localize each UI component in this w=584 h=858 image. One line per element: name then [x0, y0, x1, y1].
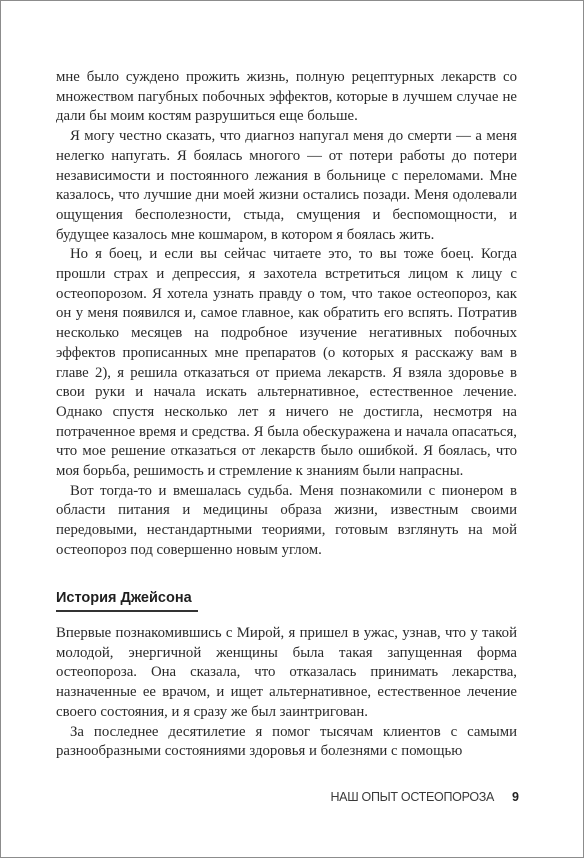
page-number: 9 — [512, 790, 519, 804]
text-block-before-heading — [56, 68, 517, 561]
paragraph: Впервые познакомившись с Мирой, я пришел в ужас, узнав, что у такой молодой, энергичной женщины была такая запущенная форма остеопороза. Она сказала, что отказалась принимать лекарства, назначенные ее врачом, и ищет альтернативное, естественное лечение своего состояния, и я сразу же был заинтригован. — [56, 625, 517, 720]
running-footer — [301, 789, 519, 805]
paragraph: мне было суждено прожить жизнь, полную рецептурных лекарств со множеством пагубных побочных эффектов, которые в лучшем случае не дали бы моим костям разрушиться еще больше. — [56, 69, 517, 125]
text-block-after-heading — [56, 624, 517, 762]
paragraph: За последнее десятилетие я помог тысячам клиентов с самыми разнообразными состояниями здоровья и болезнями с помощью — [56, 723, 517, 760]
paragraph: Вот тогда-то и вмешалась судьба. Меня познакомили с пионером в области питания и медицины образа жизни, известным своими передовыми, нестандартными теориями, готовым взглянуть на мой остеопороз под совершенно новым углом. — [56, 482, 517, 558]
paragraph: Но я боец, и если вы сейчас читаете это, то вы тоже боец. Когда прошли страх и депрессия, я захотела встретиться лицом к лицу с остеопорозом. Я хотела узнать правду о том, что такое остеопороз, как он у меня появился и, самое главное, как обратить его вспять. Потратив несколько месяцев на подробное изучение негативных побочных эффектов прописанных мне препаратов (о которых я расскажу вам в главе 2), я решила отказаться от приема лекарств. Я взяла здоровье в свои руки и начала искать альтернативное, естественное лечение. Однако спустя несколько лет я ничего не достигла, несмотря на потраченное время и средства. Я была обескуражена и начала опасаться, что мое решение отказаться от лекарств было ошибкой. Я боялась, что моя борьба, решимость и стремление к знаниям были напрасны. — [56, 246, 517, 480]
section-heading: История Джейсона — [56, 589, 198, 612]
footer-section-name: НАШ ОПЫТ ОСТЕОПОРОЗА — [330, 790, 495, 804]
paragraph: Я могу честно сказать, что диагноз напугал меня до смерти — а меня нелегко напугать. Я боялась многого — от потери работы до потери независимости и постоянного лежания в больнице с переломами. Мне казалось, что лучшие дни моей жизни остались позади. Меня одолевали ощущения бесполезности, стыда, смущения и беспомощности, и будущее казалось мне кошмаром, в котором я боялась жить. — [56, 128, 517, 243]
